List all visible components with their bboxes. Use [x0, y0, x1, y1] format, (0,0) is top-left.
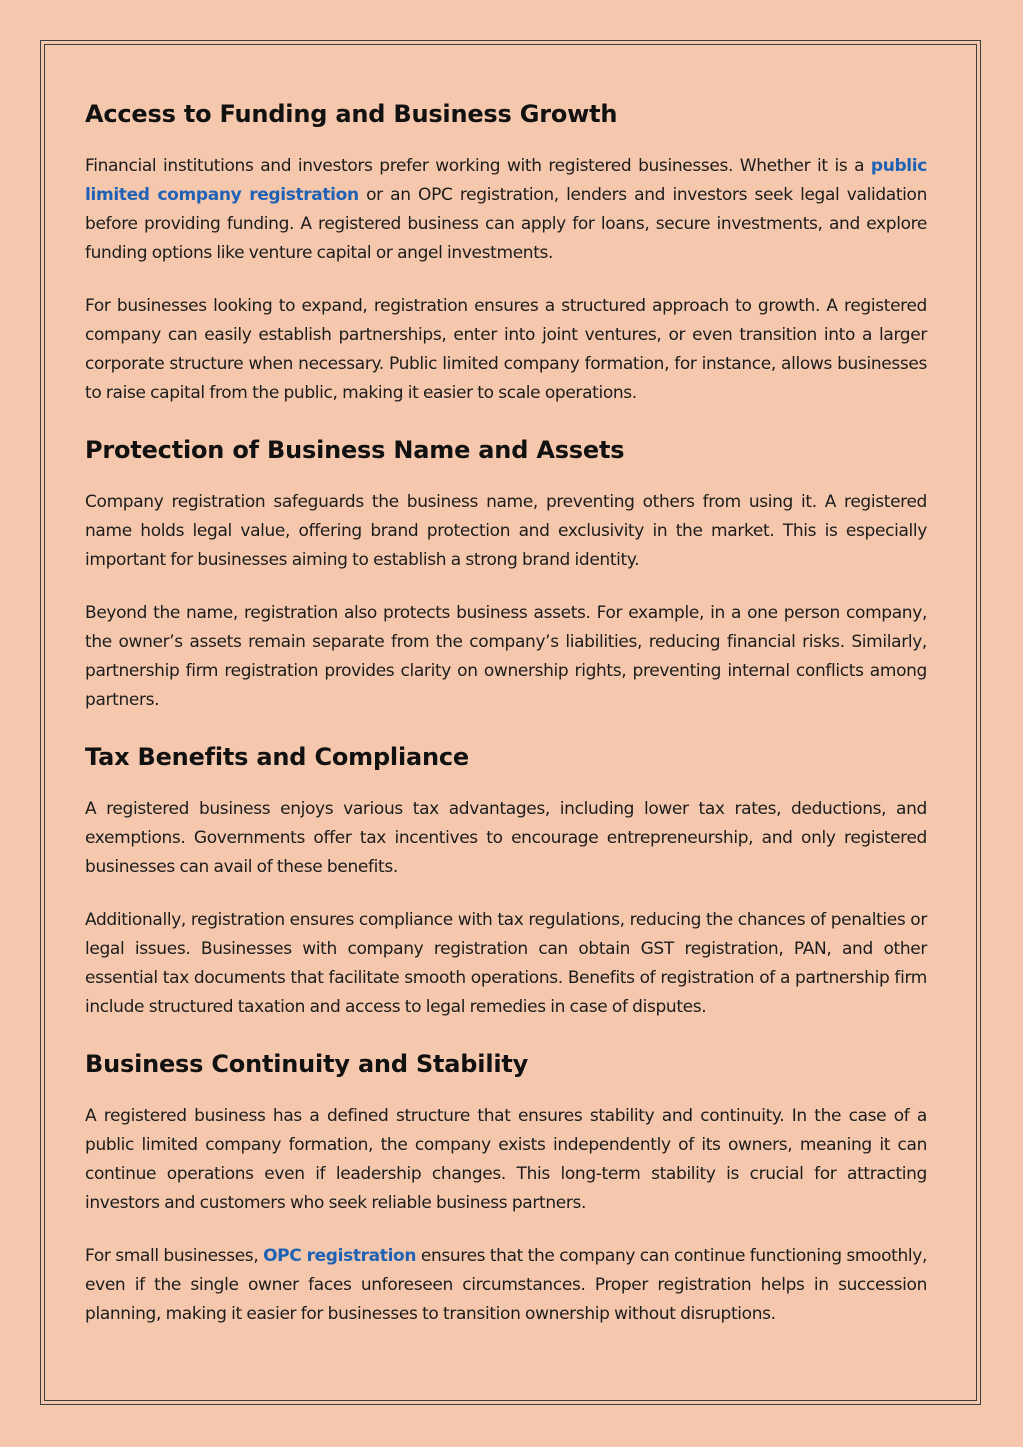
section-protection: [85, 432, 927, 715]
section-heading: Business Continuity and Stability: [85, 1050, 529, 1078]
paragraph-text: or an OPC registration, lenders and investors seek legal validation before providing funding. A registered business can apply for loans, secure investments, and explore funding options like venture capital or angel investments.: [85, 185, 928, 263]
opc-registration-link[interactable]: OPC registration: [263, 1246, 417, 1266]
section-heading: Tax Benefits and Compliance: [85, 743, 469, 771]
paragraph: For businesses looking to expand, registration ensures a structured approach to growth. A registered company can easily establish partnerships, enter into joint ventures, or even transition into a larger corporate structure when necessary. Public limited company formation, for instance, allows businesses to raise capital from the public, making it easier to scale operations.: [85, 296, 927, 403]
paragraph: A registered business enjoys various tax advantages, including lower tax rates, deductions, and exemptions. Governments offer tax incentives to encourage entrepreneurship, and only registered businesses can avail of these benefits.: [85, 799, 927, 877]
paragraph-text: ensures that the company can continue functioning smoothly, even if the single owner faces unforeseen circumstances. Proper registration helps in succession planning, making it easier for businesses to transition ownership without disruptions.: [85, 1246, 928, 1324]
paragraph-text: Financial institutions and investors prefer working with registered businesses. Whether it is a: [85, 156, 871, 176]
paragraph: A registered business has a defined structure that ensures stability and continuity. In the case of a public limited company formation, the company exists independently of its owners, meaning it can continue operations even if leadership changes. This long-term stability is crucial for attracting investors and customers who seek reliable business partners.: [85, 1106, 927, 1213]
paragraph: [85, 1242, 927, 1329]
paragraph-text: For small businesses,: [85, 1246, 264, 1266]
paragraph: Additionally, registration ensures compliance with tax regulations, reducing the chances of penalties or legal issues. Businesses with company registration can obtain GST registration, PAN, and other essential tax documents that facilitate smooth operations. Benefits of registration of a partnership firm include structured taxation and access to legal remedies in case of disputes.: [85, 910, 927, 1017]
public-limited-company-registration-link[interactable]: public limited company registration: [85, 156, 927, 205]
section-funding: [85, 96, 927, 408]
section-continuity: [85, 1046, 927, 1329]
document-body: [85, 96, 927, 1353]
section-heading: Protection of Business Name and Assets: [85, 436, 625, 464]
paragraph: [85, 152, 927, 268]
section-tax: [85, 739, 927, 1022]
paragraph: Beyond the name, registration also protects business assets. For example, in a one person company, the owner’s assets remain separate from the company’s liabilities, reducing financial risks. Similarly, partnership firm registration provides clarity on ownership rights, preventing internal conflicts among partners.: [85, 603, 927, 710]
paragraph: Company registration safeguards the business name, preventing others from using it. A registered name holds legal value, offering brand protection and exclusivity in the market. This is especially important for businesses aiming to establish a strong brand identity.: [85, 492, 927, 570]
section-heading: Access to Funding and Business Growth: [85, 100, 618, 128]
